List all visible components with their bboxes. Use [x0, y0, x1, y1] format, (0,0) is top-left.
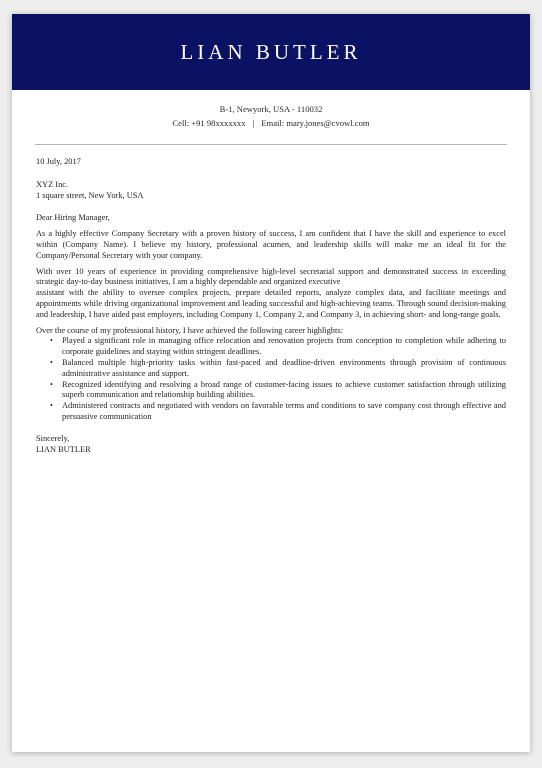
resume-page	[12, 14, 530, 752]
applicant-name: LIAN BUTLER	[180, 39, 362, 64]
signature-name: LIAN BUTLER	[36, 444, 91, 454]
recipient-company: XYZ Inc.	[36, 179, 69, 189]
contact-address: B-1, Newyork, USA - 110032	[219, 104, 323, 114]
contact-separator: |	[252, 118, 255, 128]
paragraph-intro: As a highly effective Company Secretary with a proven history of success, I am confident that I have the skill and experience to excel within (Company Name). I believe my history, professional acumen, and leadership skills will make me an ideal fit for the Company/Personal Secretary with your company.	[36, 229, 506, 260]
list-item	[50, 379, 506, 402]
contact-cell: Cell: +91 98xxxxxxx	[172, 118, 246, 128]
contact-email: Email: mary.jones@cvowl.com	[261, 118, 370, 128]
contact-line	[12, 116, 530, 130]
contact-block	[12, 102, 530, 130]
salutation: Dear Hiring Manager,	[36, 213, 110, 223]
highlight-text: Administered contracts and negotiated with vendors on favorable terms and conditions to save company cost through effective and persuasive communication	[62, 401, 506, 421]
paragraph-experience-b: assistant with the ability to oversee complex projects, prepare detailed reports, analyze complex data, and facilitate meetings and appointments while driving organizational improvement and leading successful and high-achieving teams. Through sound decision-making and leadership, I have aided past employers, including Company 1, Company 2, and Company 3, in achieving short- and long-range goals.	[36, 288, 506, 319]
divider-rule	[35, 144, 507, 145]
recipient-block	[36, 180, 506, 202]
letter-date: 10 July, 2017	[36, 157, 81, 166]
highlight-text: Balanced multiple high-priority tasks within fast-paced and deadline-driven environments through provision of continuous administrative assistance and support.	[62, 357, 506, 378]
list-item	[50, 357, 506, 380]
bullet-icon: •	[50, 336, 53, 346]
recipient-address: 1 square street, New York, USA	[36, 190, 144, 200]
bullet-icon: •	[50, 357, 53, 367]
list-item	[50, 401, 506, 423]
header-banner	[12, 14, 530, 90]
bullet-icon: •	[50, 379, 53, 389]
highlights-intro: Over the course of my professional history, I have achieved the following career highlights:	[36, 325, 343, 335]
list-item	[50, 336, 506, 358]
highlights-list	[36, 336, 506, 422]
bullet-icon: •	[50, 401, 53, 411]
closing-block	[36, 434, 506, 456]
paragraph-experience-a: With over 10 years of experience in providing comprehensive high-level secretarial support and demonstrated success in exceeding strategic day-to-day business initiatives, I am a highly dependable and organized executive	[36, 266, 506, 287]
highlight-text: Recognized identifying and resolving a broad range of customer-facing issues to achieve customer satisfaction through utilizing superb communication and relationship building abilities.	[62, 379, 506, 400]
highlight-text: Played a significant role in managing office relocation and renovation projects from conception to completion while adhering to corporate guidelines and staying within stringent deadlines.	[62, 336, 506, 357]
letter-body	[36, 155, 506, 455]
closing-line: Sincerely,	[36, 433, 70, 443]
